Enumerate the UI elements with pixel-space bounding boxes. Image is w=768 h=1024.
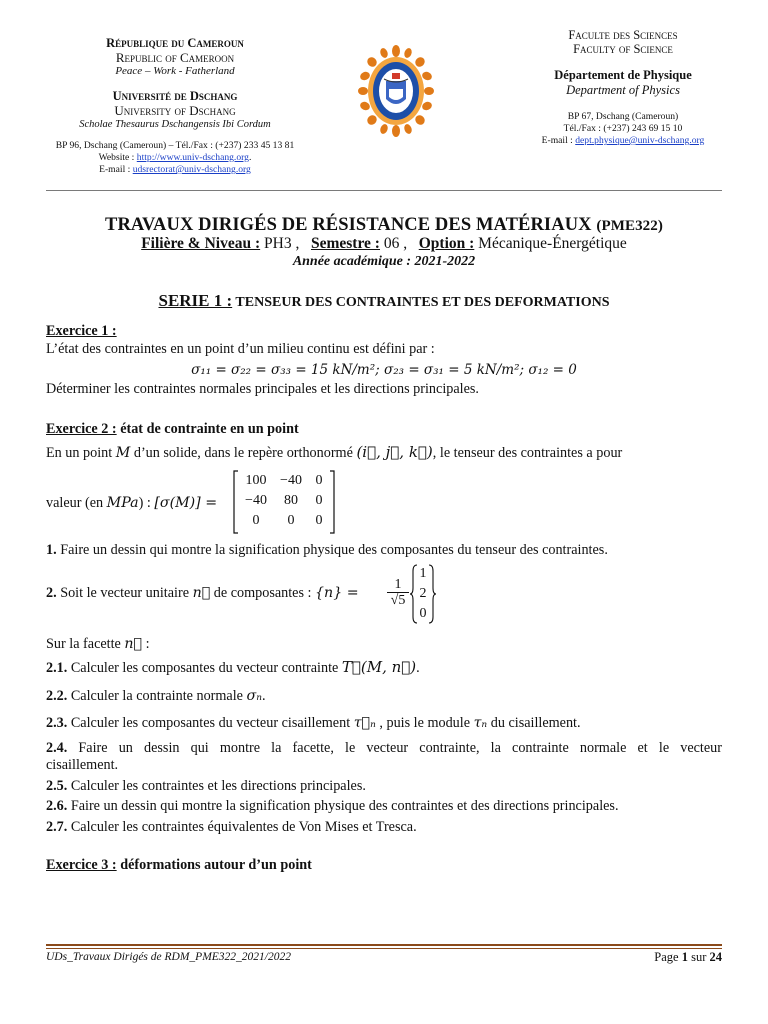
question-2-7: 2.7. Calculer les contraintes équivalentes de Von Mises et Tresca. — [46, 819, 417, 835]
country-fr: République du Cameroun — [106, 36, 244, 50]
question-2-4-cont: cisaillement. — [46, 757, 119, 773]
exercice1-heading: Exercice 1 : — [46, 323, 117, 339]
page-title: TRAVAUX DIRIGÉS DE RÉSISTANCE DES MATÉRIAUX (PME322) — [105, 215, 663, 235]
department-phone: Tél./Fax : (+237) 243 69 15 10 — [563, 123, 683, 134]
tensor-cell: 0 — [315, 473, 323, 488]
department-email-link[interactable]: dept.physique@univ-dschang.org — [575, 135, 705, 146]
exercice2-heading: Exercice 2 : état de contrainte en un point — [46, 421, 299, 437]
tensor-cell: 0 — [315, 493, 323, 508]
tensor-row — [238, 491, 330, 511]
serie-title: SERIE 1 : TENSEUR DES CONTRAINTES ET DES DEFORMATIONS — [158, 291, 610, 310]
country-en: Republic of Cameroon — [115, 50, 235, 65]
footer-doc-name: UDs_Travaux Dirigés de RDM_PME322_2021/2022 — [46, 951, 291, 963]
question-2-2: 2.2. Calculer la contrainte normale σₙ. — [46, 688, 266, 704]
tensor-cell: 0 — [315, 513, 323, 528]
website-line: Website : http://www.univ-dschang.org. — [98, 152, 252, 163]
exercice1-formula: σ₁₁ = σ₂₂ = σ₃₃ = 15 kN/m²; σ₂₃ = σ₃₁ = 5 kN/m²; σ₁₂ = 0 — [191, 362, 577, 378]
department-address: BP 67, Dschang (Cameroun) — [567, 111, 679, 122]
vector-component: 1 — [419, 566, 427, 581]
vector-component: 0 — [419, 606, 427, 621]
department-fr: Département de Physique — [554, 68, 692, 82]
unit-vector — [410, 563, 436, 625]
question-1: 1. Faire un dessin qui montre la signification physique des composantes du tenseur des contraintes. — [46, 542, 608, 558]
tensor-row — [238, 511, 330, 531]
tensor-cell: 0 — [287, 513, 295, 528]
question-2-4: 2.4. Faire un dessin qui montre la facette, le vecteur contrainte, la contrainte normale et le vecteur — [46, 740, 722, 756]
question-2-1: 2.1. Calculer les composantes du vecteur contrainte T⃗(M, n⃗). — [46, 658, 420, 676]
question-2: 2. Soit le vecteur unitaire n⃗ de composantes : {n} = — [46, 585, 359, 601]
university-address: BP 96, Dschang (Cameroun) – Tél./Fax : (+237) 233 45 13 81 — [55, 140, 295, 151]
tensor-row — [238, 471, 330, 491]
header-left — [30, 36, 320, 176]
email-line: E-mail : udsrectorat@univ-dschang.org — [99, 164, 251, 175]
footer-divider-thin — [46, 948, 722, 949]
faculty-fr: Faculte des Sciences — [568, 28, 678, 42]
department-en: Department of Physics — [566, 83, 680, 97]
exercice2-intro: En un point M d’un solide, dans le repère orthonormé (i⃗, j⃗, k⃗), le tenseur des contraintes a pour — [46, 443, 623, 461]
question-2-5: 2.5. Calculer les contraintes et les directions principales. — [46, 778, 366, 794]
vector-component: 2 — [419, 586, 427, 601]
university-en: University of Dschang — [114, 103, 236, 118]
vector-components — [415, 564, 431, 624]
tensor-cell: 80 — [284, 493, 298, 508]
normalisation-fraction: 1 √5 — [387, 577, 409, 609]
tensor-cell: −40 — [245, 493, 267, 508]
question-2-3: 2.3. Calculer les composantes du vecteur cisaillement τ⃗ₙ , puis le module τₙ du cisaillement. — [46, 715, 581, 731]
facette-line: Sur la facette n⃗ : — [46, 636, 150, 652]
faculty-en: Faculty of Science — [573, 42, 673, 56]
exercice1-question: Déterminer les contraintes normales principales et les directions principales. — [46, 381, 479, 397]
university-logo — [357, 45, 435, 137]
exercice1-intro: L’état des contraintes en un point d’un milieu continu est défini par : — [46, 341, 435, 357]
page-number: Page 1 sur 24 — [654, 950, 722, 964]
tensor-grid — [238, 471, 330, 531]
email-link[interactable]: udsrectorat@univ-dschang.org — [132, 164, 251, 175]
tensor-cell: 100 — [245, 473, 267, 488]
footer-divider — [46, 944, 722, 946]
course-info: Filière & Niveau : PH3 , Semestre : 06 , Option : Mécanique-Énergétique — [141, 235, 627, 252]
department-email-line: E-mail : dept.physique@univ-dschang.org — [541, 135, 705, 146]
question-2-6: 2.6. Faire un dessin qui montre la signification physique des contraintes et des directions principales. — [46, 798, 619, 814]
academic-year: Année académique : 2021-2022 — [292, 254, 476, 269]
tensor-cell: 0 — [252, 513, 260, 528]
tensor-label: valeur (en MPa) : [σ(M)] = — [46, 495, 218, 511]
university-motto: Scholae Thesaurus Dschangensis Ibi Cordum — [79, 119, 271, 130]
motto: Peace – Work - Fatherland — [115, 65, 235, 77]
header-divider — [46, 190, 722, 191]
tensor-cell: −40 — [280, 473, 302, 488]
university-fr: Université de Dschang — [112, 89, 238, 103]
exercice3-heading: Exercice 3 : déformations autour d’un point — [46, 857, 312, 873]
stress-tensor-matrix — [232, 469, 336, 535]
header-right — [498, 28, 748, 147]
website-link[interactable]: http://www.univ-dschang.org — [136, 152, 249, 163]
